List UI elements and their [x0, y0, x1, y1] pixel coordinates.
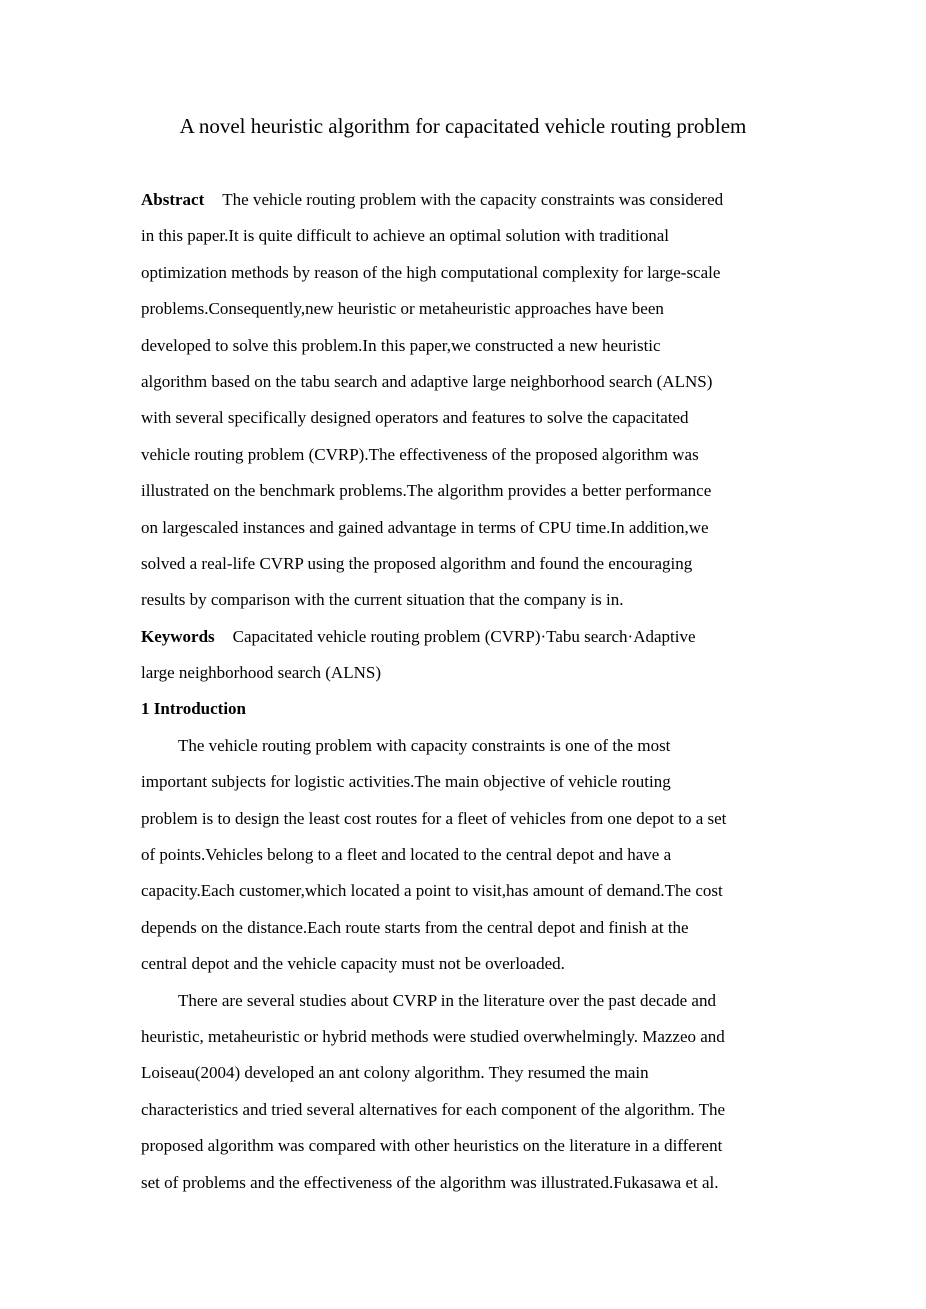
abstract-line: optimization methods by reason of the high computational complexity for large-scale [141, 262, 721, 282]
abstract-line: with several specifically designed operators and features to solve the capacitated [141, 408, 689, 428]
abstract-label: Abstract [141, 190, 205, 209]
paragraph-line: central depot and the vehicle capacity must not be overloaded. [141, 954, 565, 974]
keywords-label: Keywords [141, 626, 215, 646]
abstract-line: results by comparison with the current situation that the company is in. [141, 590, 624, 610]
paragraph-line: capacity.Each customer,which located a point to visit,has amount of demand.The cost [141, 881, 723, 901]
abstract-line: vehicle routing problem (CVRP).The effectiveness of the proposed algorithm was [141, 444, 699, 464]
paragraph-line: proposed algorithm was compared with other heuristics on the literature in a different [141, 1136, 723, 1156]
paragraph-line: heuristic, metaheuristic or hybrid methods were studied overwhelmingly. Mazzeo and [141, 1026, 725, 1046]
paragraph-line: characteristics and tried several alternatives for each component of the algorithm. The [141, 1099, 726, 1119]
keywords-line [141, 619, 791, 655]
section-heading [141, 691, 791, 727]
abstract-line: in this paper.It is quite difficult to achieve an optimal solution with traditional [141, 226, 670, 246]
paragraph-line: of points.Vehicles belong to a fleet and located to the central depot and have a [141, 845, 672, 865]
abstract-text: The vehicle routing problem with the capacity constraints was considered [222, 190, 724, 209]
abstract-line: developed to solve this problem.In this paper,we constructed a new heuristic [141, 335, 661, 355]
abstract-line: solved a real-life CVRP using the proposed algorithm and found the encouraging [141, 553, 693, 573]
paper-body [141, 182, 791, 1201]
abstract-line: illustrated on the benchmark problems.The algorithm provides a better performance [141, 481, 712, 501]
keywords-text: Capacitated vehicle routing problem (CVRP)·Tabu search·Adaptive [232, 626, 696, 646]
abstract-line [141, 182, 791, 218]
keywords-line: large neighborhood search (ALNS) [141, 663, 381, 683]
paragraph-line: depends on the distance.Each route starts from the central depot and finish at the [141, 917, 689, 937]
abstract-line: on largescaled instances and gained advantage in terms of CPU time.In addition,we [141, 517, 709, 537]
paragraph-line: set of problems and the effectiveness of the algorithm was illustrated.Fukasawa et al. [141, 1172, 719, 1192]
paragraph-line: important subjects for logistic activities.The main objective of vehicle routing [141, 772, 671, 792]
paper-title: A novel heuristic algorithm for capacitated vehicle routing problem [179, 114, 747, 138]
paragraph-line: There are several studies about CVRP in the literature over the past decade and [178, 990, 716, 1010]
paragraph-line: Loiseau(2004) developed an ant colony algorithm. They resumed the main [141, 1063, 649, 1083]
abstract-line: algorithm based on the tabu search and adaptive large neighborhood search (ALNS) [141, 371, 713, 391]
paragraph-line: problem is to design the least cost routes for a fleet of vehicles from one depot to a set [141, 808, 727, 828]
paragraph-line: The vehicle routing problem with capacity constraints is one of the most [178, 735, 671, 755]
section-heading-text: 1 Introduction [141, 699, 247, 719]
abstract-line: problems.Consequently,new heuristic or metaheuristic approaches have been [141, 299, 664, 319]
